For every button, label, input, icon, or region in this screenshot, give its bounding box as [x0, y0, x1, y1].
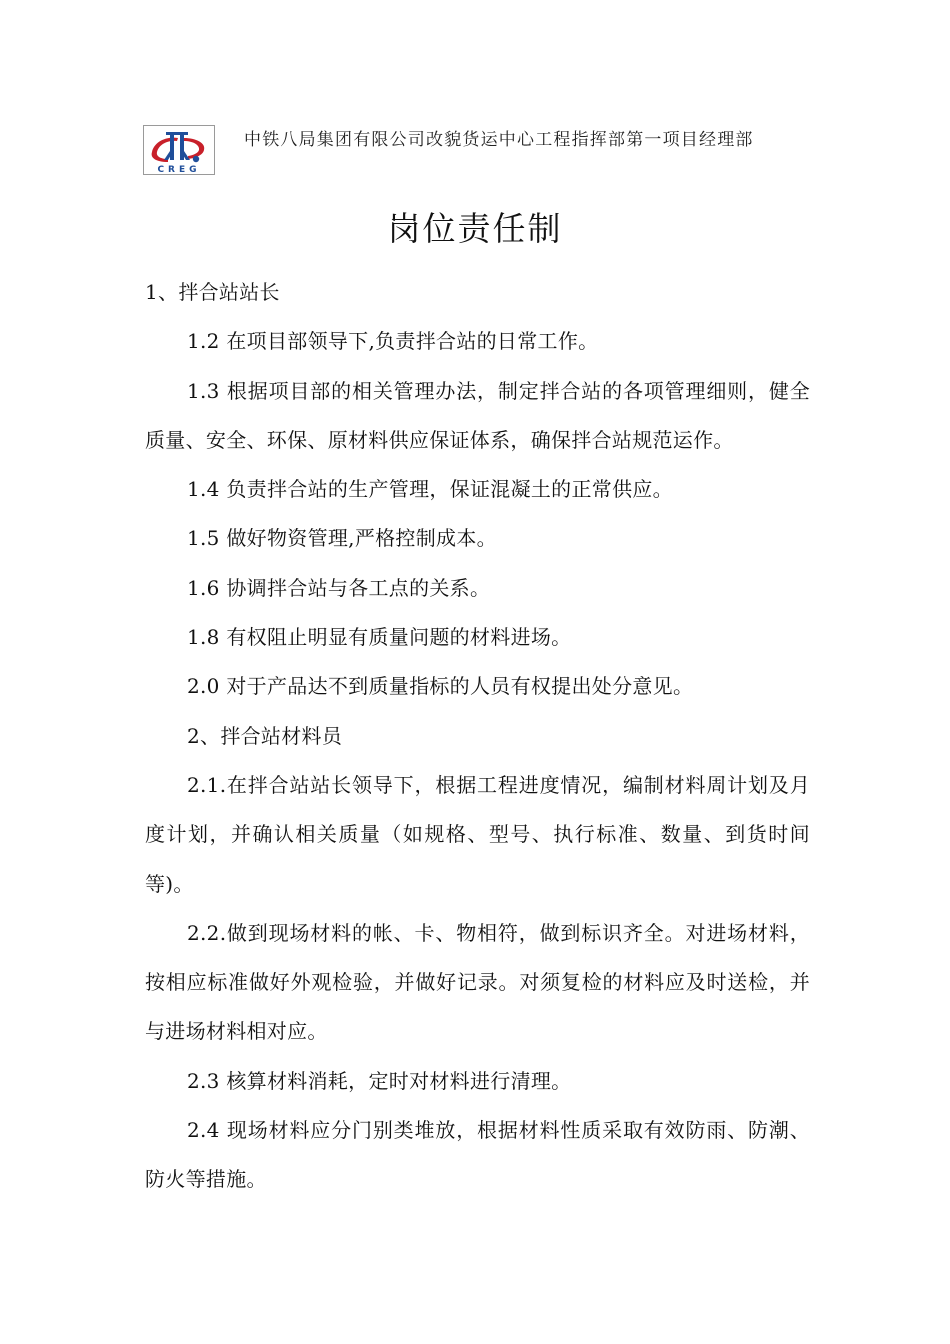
paragraph: 1、拌合站站长: [145, 280, 280, 304]
organization-name: 中铁八局集团有限公司改貌货运中心工程指挥部第一项目经理部: [244, 130, 754, 150]
paragraph: 1.6 协调拌合站与各工点的关系。: [187, 575, 491, 600]
page-header: [143, 125, 813, 177]
section-heading: 2、拌合站材料员: [187, 723, 343, 748]
paragraph: 1.3 根据项目部的相关管理办法，制定拌合站的各项管理细则，健全质量、安全、环保、原材料供应保证体系，确保拌合站规范运作。: [145, 378, 810, 452]
paragraph: 2.3 核算材料消耗，定时对材料进行清理。: [187, 1068, 572, 1093]
creg-logo: [143, 125, 215, 175]
logo-text: CREG: [157, 165, 201, 174]
paragraph: 2.2.做到现场材料的帐、卡、物相符，做到标识齐全。对进场材料，按相应标准做好外观检验，并做好记录。对须复检的材料应及时送检，并与进场材料相对应。: [145, 920, 810, 1044]
paragraph: 1.8 有权阻止明显有质量问题的材料进场。: [187, 625, 572, 650]
creg-logo-icon: [144, 126, 214, 174]
document-body: [145, 268, 810, 1205]
paragraph: 1.4 负责拌合站的生产管理，保证混凝土的正常供应。: [187, 477, 673, 502]
paragraph: 1.2 在项目部领导下,负责拌合站的日常工作。: [187, 329, 599, 354]
paragraph: 2.4 现场材料应分门别类堆放，根据材料性质采取有效防雨、防潮、防火等措施。: [145, 1118, 810, 1192]
paragraph: 1.5 做好物资管理,严格控制成本。: [187, 526, 497, 551]
document-title: 岗位责任制: [387, 209, 563, 248]
paragraph: 2.1.在拌合站站长领导下，根据工程进度情况，编制材料周计划及月度计划，并确认相关质量（如规格、型号、执行标准、数量、到货时间等)。: [145, 772, 810, 896]
paragraph: 2.0 对于产品达不到质量指标的人员有权提出处分意见。: [187, 674, 694, 699]
